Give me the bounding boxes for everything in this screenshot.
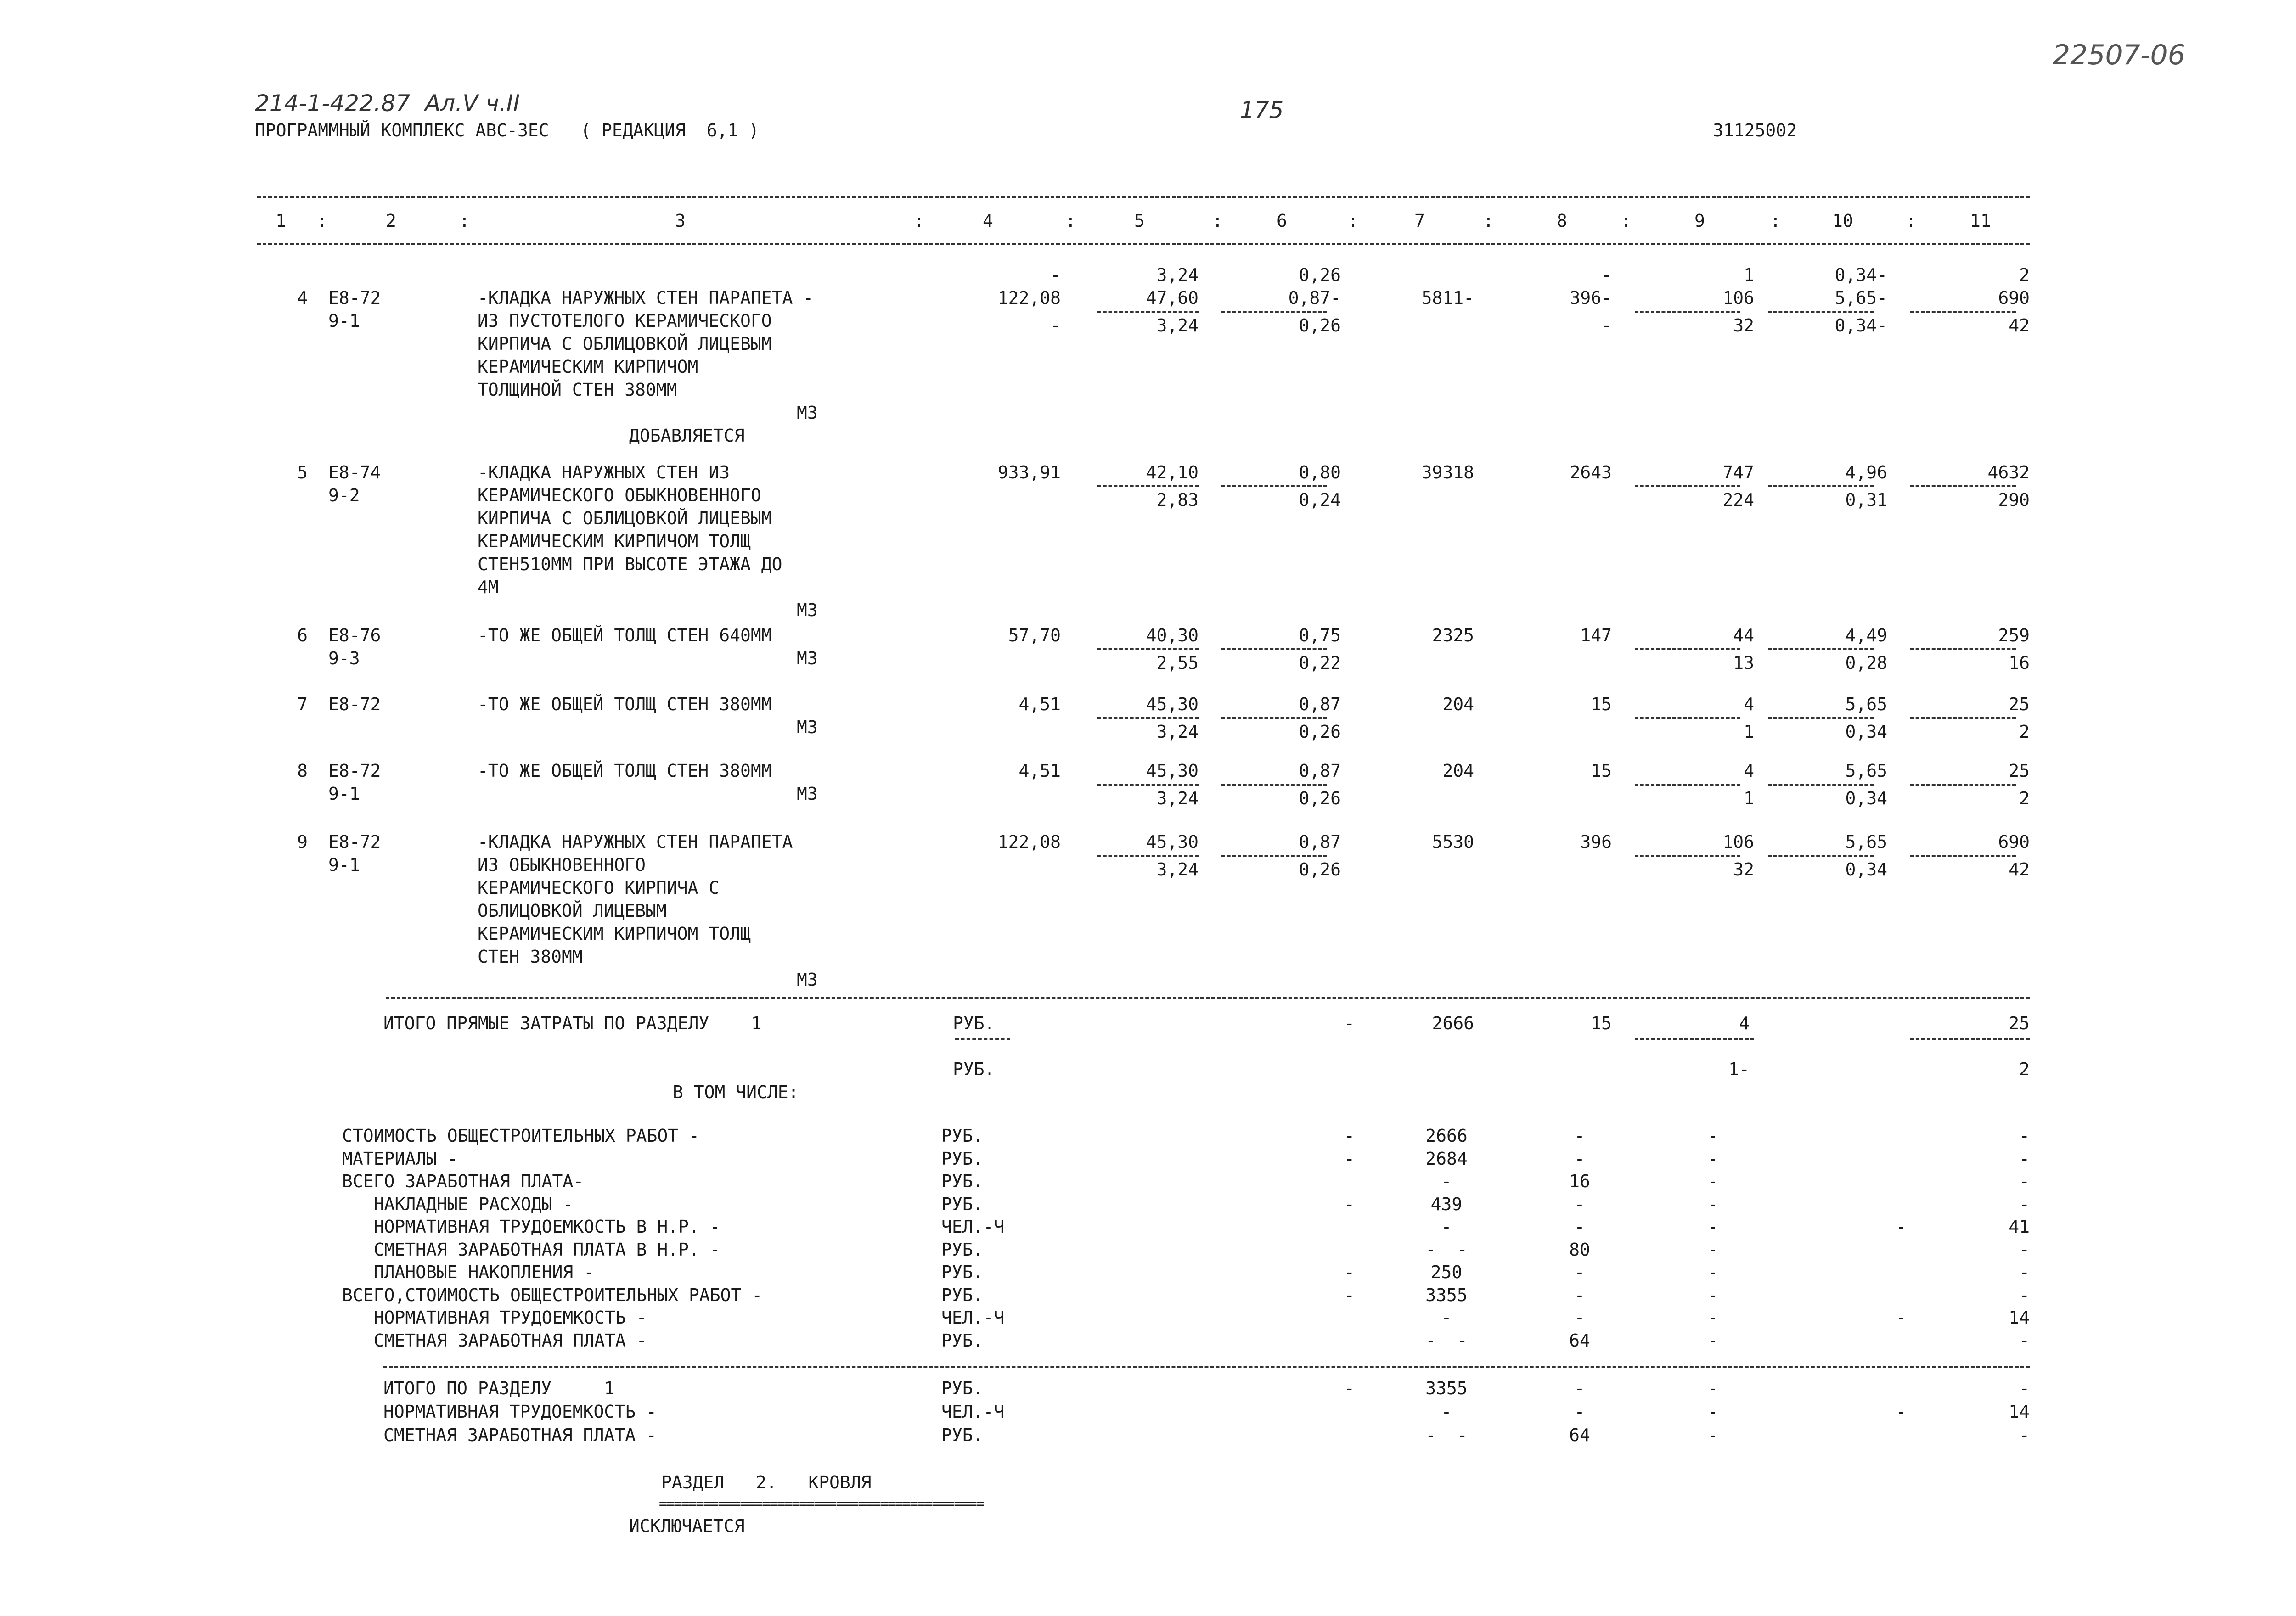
item-value-c8: 2643 — [1570, 462, 1612, 483]
item-description-line: 4М — [478, 577, 499, 597]
row-c11: - — [2019, 1148, 2030, 1169]
item-unit: М3 — [797, 717, 818, 737]
item-value-rule — [1910, 485, 2016, 487]
row-c7: - - — [1425, 1239, 1468, 1260]
item-pre-c4: - — [1050, 265, 1061, 285]
row-c7: 3355 — [1425, 1285, 1468, 1305]
row-unit: РУБ. — [941, 1285, 984, 1305]
document-code: 214-1-422.87 Ал.V ч.II — [255, 90, 520, 117]
row-c11: - — [2019, 1239, 2030, 1260]
column-separator: : — [914, 211, 924, 231]
item-value-rule — [1221, 648, 1327, 650]
row-c9: - — [1707, 1330, 1718, 1351]
row-c8: - — [1574, 1194, 1585, 1214]
item-value-c10: 4,49 — [1845, 625, 1887, 645]
direct-costs-unit: РУБ. — [953, 1013, 995, 1033]
item-code: Е8-74 — [328, 462, 381, 483]
item-value-c4: 933,91 — [997, 462, 1061, 483]
row-c8: - — [1574, 1148, 1585, 1169]
item-subvalue-c5: 2,55 — [1156, 653, 1199, 673]
item-value-c7: 2325 — [1432, 625, 1474, 645]
item-description-line: -ТО ЖЕ ОБЩЕЙ ТОЛЩ СТЕН 640ММ — [478, 625, 772, 645]
row-c8: - — [1574, 1262, 1585, 1282]
item-subvalue-c6: 0,26 — [1299, 315, 1341, 336]
item-subvalue-c10: 0,34 — [1845, 722, 1887, 742]
item-description-line: СТЕН510ММ ПРИ ВЫСОТЕ ЭТАЖА ДО — [478, 554, 782, 574]
item-subvalue-c6: 0,26 — [1299, 722, 1341, 742]
including-label: В ТОМ ЧИСЛЕ: — [673, 1082, 799, 1102]
item-value-rule — [1768, 648, 1874, 650]
item-value-c10: 4,96 — [1845, 462, 1887, 483]
item-number: 6 — [297, 625, 308, 645]
item-value-c10: 5,65 — [1845, 832, 1887, 852]
row-c7: - — [1441, 1171, 1452, 1191]
row-unit: РУБ. — [941, 1330, 984, 1351]
row-c9: - — [1707, 1194, 1718, 1214]
item-pre-c6: 0,26 — [1299, 265, 1341, 285]
item-subvalue-c6: 0,26 — [1299, 788, 1341, 808]
header-bottom-rule — [257, 243, 2030, 245]
page-number: 175 — [1240, 97, 1284, 123]
item-subcode: 9-1 — [328, 855, 360, 875]
row-c7: 2684 — [1425, 1148, 1468, 1169]
item-subvalue-c5: 3,24 — [1156, 722, 1199, 742]
row-c11: - — [2019, 1194, 2030, 1214]
row-label: СМЕТНАЯ ЗАРАБОТНАЯ ПЛАТА - — [342, 1330, 647, 1351]
row-c8: - — [1574, 1126, 1585, 1146]
row-c11: 41 — [2009, 1217, 2030, 1237]
item-value-rule — [1221, 784, 1327, 786]
column-separator: : — [459, 211, 470, 231]
item-code: Е8-72 — [328, 761, 381, 781]
item-value-c6: 0,87 — [1299, 761, 1341, 781]
item-pre-c9: 1 — [1744, 265, 1754, 285]
item-value-c4: 57,70 — [1008, 625, 1061, 645]
item-value-rule — [1910, 311, 2016, 313]
item-value-c6: 0,87 — [1299, 694, 1341, 714]
item-subvalue-c11: 42 — [2009, 859, 2030, 880]
item-code: Е8-72 — [328, 288, 381, 308]
item-value-c9: 747 — [1722, 462, 1754, 483]
item-value-c4: 4,51 — [1019, 761, 1061, 781]
item-description-line: СТЕН 380ММ — [478, 947, 583, 967]
item-value-c9: 4 — [1744, 694, 1754, 714]
section-2-title: РАЗДЕЛ 2. КРОВЛЯ — [661, 1472, 872, 1493]
section-2-underline: ============================================ — [659, 1496, 984, 1512]
direct-costs-c9-2: 1- — [1728, 1059, 1750, 1079]
item-subvalue-c5: 3,24 — [1156, 788, 1199, 808]
direct-costs-unit-rule — [955, 1038, 1010, 1040]
item-subcode: 9-3 — [328, 648, 360, 668]
item-value-rule — [1768, 717, 1874, 719]
row-unit: ЧЕЛ.-Ч — [941, 1307, 1005, 1328]
row-c8: - — [1574, 1217, 1585, 1237]
item-code: Е8-72 — [328, 694, 381, 714]
item-description-line: КИРПИЧА С ОБЛИЦОВКОЙ ЛИЦЕВЫМ — [478, 508, 772, 528]
item-value-c8: 147 — [1580, 625, 1612, 645]
item-value-c4: 4,51 — [1019, 694, 1061, 714]
row-c10: - — [1896, 1307, 1907, 1328]
item-value-c5: 40,30 — [1146, 625, 1199, 645]
row-label: НОРМАТИВНАЯ ТРУДОЕМКОСТЬ - — [383, 1402, 657, 1422]
row-c7: 439 — [1430, 1194, 1463, 1214]
row-c8: 64 — [1569, 1425, 1590, 1445]
item-number: 7 — [297, 694, 308, 714]
item-subvalue-c8: - — [1601, 315, 1612, 336]
row-label: НОРМАТИВНАЯ ТРУДОЕМКОСТЬ - — [342, 1307, 647, 1328]
item-unit: М3 — [797, 970, 818, 990]
section-2-note: ИСКЛЮЧАЕТСЯ — [629, 1516, 745, 1536]
column-separator: : — [1348, 211, 1358, 231]
item-subvalue-c4: - — [1050, 315, 1061, 336]
row-label: ПЛАНОВЫЕ НАКОПЛЕНИЯ - — [342, 1262, 595, 1282]
direct-costs-c9-rule — [1635, 1038, 1754, 1040]
item-value-rule — [1221, 717, 1327, 719]
row-label: СМЕТНАЯ ЗАРАБОТНАЯ ПЛАТА - — [383, 1425, 657, 1445]
item-value-rule — [1768, 311, 1874, 313]
row-unit: РУБ. — [941, 1262, 984, 1282]
item-value-rule — [1097, 784, 1199, 786]
item-value-rule — [1635, 648, 1740, 650]
row-c7: 3355 — [1425, 1378, 1468, 1398]
row-c9: - — [1707, 1148, 1718, 1169]
item-description-line: КЕРАМИЧЕСКОГО ОБЫКНОВЕННОГО — [478, 485, 761, 505]
item-value-c5: 47,60 — [1146, 288, 1199, 308]
row-c9: - — [1707, 1307, 1718, 1328]
item-value-c8: 396 — [1580, 832, 1612, 852]
row-c9: - — [1707, 1262, 1718, 1282]
column-separator: : — [1906, 211, 1916, 231]
item-value-rule — [1221, 485, 1327, 487]
row-unit: РУБ. — [941, 1239, 984, 1260]
item-value-rule — [1097, 311, 1199, 313]
row-c8: 64 — [1569, 1330, 1590, 1351]
header-top-rule — [257, 196, 2030, 198]
item-value-rule — [1221, 311, 1327, 313]
item-subcode: 9-1 — [328, 311, 360, 331]
item-subvalue-c6: 0,24 — [1299, 490, 1341, 510]
item-description-line: -КЛАДКА НАРУЖНЫХ СТЕН ИЗ — [478, 462, 730, 483]
document-number: 31125002 — [1713, 120, 1797, 140]
row-unit: РУБ. — [941, 1148, 984, 1169]
column-separator: : — [317, 211, 327, 231]
column-number-11: 11 — [1970, 211, 1991, 231]
item-subvalue-c10: 0,28 — [1845, 653, 1887, 673]
item-subvalue-c11: 2 — [2019, 722, 2030, 742]
item-value-rule — [1910, 717, 2016, 719]
item-value-c11: 259 — [1998, 625, 2030, 645]
item-value-rule — [1097, 648, 1199, 650]
item-description-line: -КЛАДКА НАРУЖНЫХ СТЕН ПАРАПЕТА - — [478, 288, 814, 308]
item-description-line: КЕРАМИЧЕСКОГО КИРПИЧА С — [478, 878, 720, 898]
row-c6: - — [1344, 1148, 1355, 1169]
item-description-line: ОБЛИЦОВКОЙ ЛИЦЕВЫМ — [478, 901, 667, 921]
row-c7: - — [1441, 1307, 1452, 1328]
item-value-rule — [1910, 784, 2016, 786]
item-value-rule — [1097, 717, 1199, 719]
item-value-c8: 396- — [1570, 288, 1612, 308]
row-label: ВСЕГО,СТОИМОСТЬ ОБЩЕСТРОИТЕЛЬНЫХ РАБОТ - — [342, 1285, 763, 1305]
row-c7: - — [1441, 1217, 1452, 1237]
item-subvalue-c6: 0,26 — [1299, 859, 1341, 880]
item-value-rule — [1910, 855, 2016, 857]
row-label: ИТОГО ПО РАЗДЕЛУ 1 — [383, 1378, 615, 1398]
item-value-c7: 204 — [1442, 761, 1474, 781]
item-description-line: КЕРАМИЧЕСКИМ КИРПИЧОМ ТОЛЩ — [478, 531, 751, 551]
item-value-rule — [1910, 648, 2016, 650]
item-value-rule — [1635, 485, 1740, 487]
item-subvalue-c11: 290 — [1998, 490, 2030, 510]
item-value-c7: 39318 — [1421, 462, 1474, 483]
direct-costs-c11: 25 — [2009, 1013, 2030, 1033]
column-number-9: 9 — [1694, 211, 1705, 231]
column-separator: : — [1770, 211, 1781, 231]
row-c11: - — [2019, 1285, 2030, 1305]
item-value-c9: 106 — [1722, 288, 1754, 308]
item-value-c5: 42,10 — [1146, 462, 1199, 483]
item-value-c6: 0,87 — [1299, 832, 1341, 852]
direct-costs-unit-2: РУБ. — [953, 1059, 995, 1079]
item-value-c6: 0,75 — [1299, 625, 1341, 645]
item-subcode: 9-2 — [328, 485, 360, 505]
row-label: ВСЕГО ЗАРАБОТНАЯ ПЛАТА- — [342, 1171, 584, 1191]
item-value-c11: 4632 — [1987, 462, 2030, 483]
item-value-rule — [1221, 855, 1327, 857]
corner-handwritten-number: 22507-06 — [2053, 39, 2185, 71]
item-value-c10: 5,65- — [1835, 288, 1887, 308]
item-value-c4: 122,08 — [997, 832, 1061, 852]
item-subvalue-c9: 32 — [1733, 315, 1754, 336]
item-value-rule — [1097, 485, 1199, 487]
item-note: ДОБАВЛЯЕТСЯ — [629, 426, 745, 446]
item-pre-c8: - — [1601, 265, 1612, 285]
row-c7: - - — [1425, 1425, 1468, 1445]
row-c8: 16 — [1569, 1171, 1590, 1191]
item-description-line: КЕРАМИЧЕСКИМ КИРПИЧОМ ТОЛЩ — [478, 924, 751, 944]
column-separator: : — [1621, 211, 1632, 231]
item-description-line: ИЗ ПУСТОТЕЛОГО КЕРАМИЧЕСКОГО — [478, 311, 772, 331]
item-number: 9 — [297, 832, 308, 852]
row-unit: ЧЕЛ.-Ч — [941, 1402, 1005, 1422]
row-c9: - — [1707, 1378, 1718, 1398]
row-unit: ЧЕЛ.-Ч — [941, 1217, 1005, 1237]
item-value-c11: 690 — [1998, 832, 2030, 852]
column-number-4: 4 — [983, 211, 993, 231]
row-c10: - — [1896, 1402, 1907, 1422]
item-description-line: ИЗ ОБЫКНОВЕННОГО — [478, 855, 646, 875]
row-unit: РУБ. — [941, 1126, 984, 1146]
row-unit: РУБ. — [941, 1194, 984, 1214]
column-separator: : — [1212, 211, 1223, 231]
item-subvalue-c6: 0,22 — [1299, 653, 1341, 673]
item-subvalue-c10: 0,31 — [1845, 490, 1887, 510]
row-c11: - — [2019, 1330, 2030, 1351]
item-subvalue-c9: 1 — [1744, 722, 1754, 742]
row-c11: - — [2019, 1378, 2030, 1398]
item-subvalue-c5: 3,24 — [1156, 315, 1199, 336]
row-c7: - — [1441, 1402, 1452, 1422]
item-value-c7: 5811- — [1421, 288, 1474, 308]
item-subvalue-c10: 0,34- — [1835, 315, 1887, 336]
item-value-c7: 5530 — [1432, 832, 1474, 852]
row-c8: - — [1574, 1307, 1585, 1328]
item-value-rule — [1768, 784, 1874, 786]
direct-costs-c11-2: 2 — [2019, 1059, 2030, 1079]
item-unit: М3 — [797, 784, 818, 804]
item-pre-c5: 3,24 — [1156, 265, 1199, 285]
column-number-10: 10 — [1832, 211, 1853, 231]
row-c8: 80 — [1569, 1239, 1590, 1260]
item-number: 8 — [297, 761, 308, 781]
item-value-c9: 106 — [1722, 832, 1754, 852]
row-c11: - — [2019, 1262, 2030, 1282]
direct-costs-c11-rule — [1910, 1038, 2030, 1040]
column-number-2: 2 — [386, 211, 396, 231]
item-value-rule — [1635, 717, 1740, 719]
row-c8: - — [1574, 1402, 1585, 1422]
item-description-line: -ТО ЖЕ ОБЩЕЙ ТОЛЩ СТЕН 380ММ — [478, 694, 772, 714]
row-unit: РУБ. — [941, 1378, 984, 1398]
row-c9: - — [1707, 1402, 1718, 1422]
row-c9: - — [1707, 1285, 1718, 1305]
item-value-c9: 4 — [1744, 761, 1754, 781]
item-value-rule — [1768, 855, 1874, 857]
program-title: ПРОГРАММНЫЙ КОМПЛЕКС АВС-3ЕС ( РЕДАКЦИЯ 6,1 ) — [255, 120, 760, 140]
item-subvalue-c10: 0,34 — [1845, 859, 1887, 880]
item-pre-c10: 0,34- — [1835, 265, 1887, 285]
direct-costs-label: ИТОГО ПРЯМЫЕ ЗАТРАТЫ ПО РАЗДЕЛУ 1 — [383, 1013, 762, 1033]
item-value-c11: 25 — [2009, 694, 2030, 714]
item-subvalue-c11: 42 — [2009, 315, 2030, 336]
row-c11: 14 — [2009, 1402, 2030, 1422]
row-label: СМЕТНАЯ ЗАРАБОТНАЯ ПЛАТА В Н.Р. - — [342, 1239, 720, 1260]
row-label: СТОИМОСТЬ ОБЩЕСТРОИТЕЛЬНЫХ РАБОТ - — [342, 1126, 699, 1146]
item-value-c6: 0,80 — [1299, 462, 1341, 483]
item-code: Е8-76 — [328, 625, 381, 645]
item-value-c8: 15 — [1591, 761, 1612, 781]
row-c11: - — [2019, 1126, 2030, 1146]
row-c9: - — [1707, 1239, 1718, 1260]
item-number: 4 — [297, 288, 308, 308]
row-label: НОРМАТИВНАЯ ТРУДОЕМКОСТЬ В Н.Р. - — [342, 1217, 720, 1237]
direct-costs-c9: 4 — [1739, 1013, 1750, 1033]
column-number-8: 8 — [1557, 211, 1567, 231]
row-c7: - - — [1425, 1330, 1468, 1351]
row-c11: 14 — [2009, 1307, 2030, 1328]
column-number-3: 3 — [675, 211, 686, 231]
row-c6: - — [1344, 1285, 1355, 1305]
row-c10: - — [1896, 1217, 1907, 1237]
item-value-rule — [1635, 855, 1740, 857]
row-c9: - — [1707, 1126, 1718, 1146]
item-unit: М3 — [797, 648, 818, 668]
item-subvalue-c10: 0,34 — [1845, 788, 1887, 808]
item-value-c10: 5,65 — [1845, 761, 1887, 781]
item-value-c11: 25 — [2009, 761, 2030, 781]
column-number-6: 6 — [1277, 211, 1287, 231]
item-unit: М3 — [797, 600, 818, 620]
row-label: НАКЛАДНЫЕ РАСХОДЫ - — [342, 1194, 574, 1214]
row-c9: - — [1707, 1425, 1718, 1445]
row-c7: 2666 — [1425, 1126, 1468, 1146]
item-subvalue-c9: 32 — [1733, 859, 1754, 880]
row-c6: - — [1344, 1194, 1355, 1214]
item-subvalue-c9: 1 — [1744, 788, 1754, 808]
row-c11: - — [2019, 1425, 2030, 1445]
items-end-rule — [386, 997, 2030, 999]
row-unit: РУБ. — [941, 1171, 984, 1191]
item-value-c5: 45,30 — [1146, 832, 1199, 852]
item-value-c11: 690 — [1998, 288, 2030, 308]
row-unit: РУБ. — [941, 1425, 984, 1445]
row-c6: - — [1344, 1378, 1355, 1398]
row-c11: - — [2019, 1171, 2030, 1191]
breakdown-end-rule — [383, 1366, 2030, 1368]
item-description-line: ТОЛЩИНОЙ СТЕН 380ММ — [478, 380, 677, 400]
item-value-rule — [1768, 485, 1874, 487]
item-pre-c11: 2 — [2019, 265, 2030, 285]
item-description-line: КИРПИЧА С ОБЛИЦОВКОЙ ЛИЦЕВЫМ — [478, 334, 772, 354]
item-number: 5 — [297, 462, 308, 483]
row-c6: - — [1344, 1262, 1355, 1282]
item-value-c6: 0,87- — [1288, 288, 1341, 308]
item-subvalue-c11: 2 — [2019, 788, 2030, 808]
item-subvalue-c5: 3,24 — [1156, 859, 1199, 880]
item-value-c9: 44 — [1733, 625, 1754, 645]
column-number-5: 5 — [1134, 211, 1145, 231]
item-value-c5: 45,30 — [1146, 761, 1199, 781]
item-description-line: -ТО ЖЕ ОБЩЕЙ ТОЛЩ СТЕН 380ММ — [478, 761, 772, 781]
item-value-c7: 204 — [1442, 694, 1474, 714]
row-c8: - — [1574, 1378, 1585, 1398]
item-description-line: КЕРАМИЧЕСКИМ КИРПИЧОМ — [478, 357, 698, 377]
item-description-line: -КЛАДКА НАРУЖНЫХ СТЕН ПАРАПЕТА — [478, 832, 793, 852]
direct-costs-c8: 15 — [1591, 1013, 1612, 1033]
item-unit: М3 — [797, 403, 818, 423]
direct-costs-c7: 2666 — [1432, 1013, 1474, 1033]
item-subvalue-c9: 224 — [1722, 490, 1754, 510]
column-separator: : — [1483, 211, 1494, 231]
item-value-c4: 122,08 — [997, 288, 1061, 308]
row-c7: 250 — [1430, 1262, 1463, 1282]
item-subvalue-c9: 13 — [1733, 653, 1754, 673]
item-subvalue-c11: 16 — [2009, 653, 2030, 673]
row-c9: - — [1707, 1217, 1718, 1237]
item-subvalue-c5: 2,83 — [1156, 490, 1199, 510]
row-label: МАТЕРИАЛЫ - — [342, 1148, 458, 1169]
item-subcode: 9-1 — [328, 784, 360, 804]
item-value-c10: 5,65 — [1845, 694, 1887, 714]
column-number-1: 1 — [276, 211, 286, 231]
item-value-rule — [1635, 784, 1740, 786]
direct-costs-dash: - — [1344, 1013, 1355, 1033]
row-c6: - — [1344, 1126, 1355, 1146]
column-number-7: 7 — [1414, 211, 1425, 231]
item-value-c5: 45,30 — [1146, 694, 1199, 714]
item-value-c8: 15 — [1591, 694, 1612, 714]
row-c9: - — [1707, 1171, 1718, 1191]
item-value-rule — [1635, 311, 1740, 313]
column-separator: : — [1065, 211, 1076, 231]
item-value-rule — [1097, 855, 1199, 857]
item-code: Е8-72 — [328, 832, 381, 852]
row-c8: - — [1574, 1285, 1585, 1305]
